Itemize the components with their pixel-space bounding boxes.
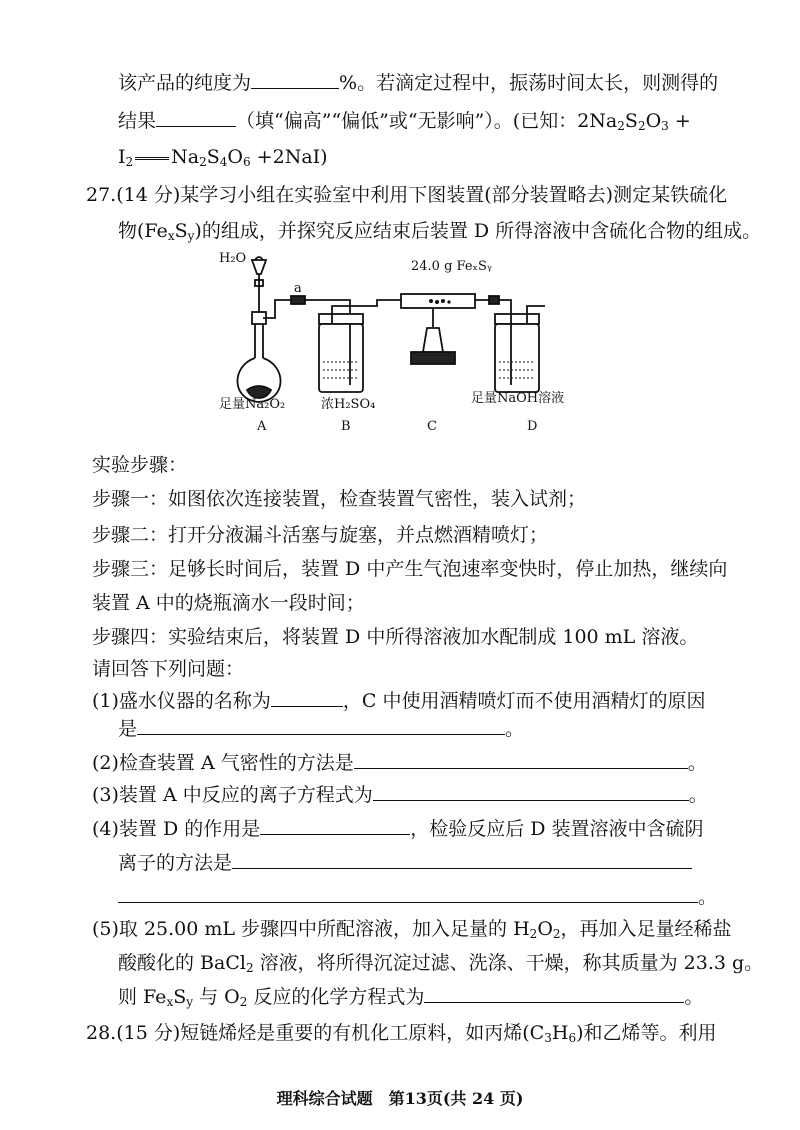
tube-c-stopper [489,296,499,304]
question-3 [92,782,708,808]
question-5-text-4: 溶液，将所得沉淀过滤、洗涤、干燥，称其质量为 23.3 g。 [253,952,764,974]
sub-text: x [167,229,175,243]
question-5-text-3: 酸酸化的 BaCl [118,952,246,974]
answer-blank-3[interactable] [373,782,689,801]
purity-blank[interactable] [251,70,339,89]
answer-blank-1a[interactable] [271,688,343,707]
q27-heading: 27.(14 分)某学习小组在实验室中利用下图装置(部分装置略去)测定某铁硫化 [86,184,728,206]
formula-text: S [173,986,187,1008]
bottle-b-stopper [319,314,363,324]
apparatus-diagram [205,240,605,436]
period: 。 [687,752,707,774]
sub-text: 3 [544,1031,552,1045]
sub-text: y [186,995,194,1009]
separatory-funnel [252,260,266,274]
sub-text: 3 [661,119,669,133]
sub-text: 2 [529,927,538,941]
bottle-d [495,324,539,392]
label-b: B [341,419,351,434]
question-1-text: (1)盛水仪器的名称为 [92,690,271,712]
q27-heading-2-text: )的组成，并探究反应结束后装置 D 所得溶液中含硫化合物的组成。 [194,220,762,242]
formula-text: S [624,110,638,132]
prev-line-3 [118,144,328,170]
prev-result-suffix: （填“偏高”“偏低”或“无影响”）。(已知：2Na [236,110,618,132]
sample-dot [441,299,445,303]
q28-text: 28.(15 分)短链烯烃是重要的有机化工原料，如丙烯(C [86,1022,545,1044]
period: 。 [505,718,525,740]
period: 。 [684,986,704,1008]
formula-text: S [206,146,220,168]
answer-blank-4b[interactable] [232,850,692,869]
formula-text: H [551,1022,569,1044]
valve-a-label: a [294,281,302,296]
question-5 [92,916,732,942]
sub-text: x [166,995,174,1009]
question-1-line-2 [118,716,524,742]
formula-text: I [118,146,126,168]
blast-burner [423,328,443,352]
question-4-line-2 [118,850,692,876]
page-footer: 理科综合试题 第13页(共 24 页) [276,1089,524,1108]
valve-a [291,296,305,304]
prev-result-prefix: 结果 [118,110,157,132]
sub-text: 2 [199,155,207,169]
bottle-b [319,324,363,392]
question-5-line-2 [118,950,763,976]
formula-text: 与 O [193,986,240,1008]
sub-text: 2 [125,155,134,169]
question-2 [92,750,707,776]
formula-text: 则 Fe [118,986,167,1008]
label-c: C [427,419,437,434]
question-4-text-3: 离子的方法是 [118,852,233,874]
question-2-text: (2)检查装置 A 气密性的方法是 [92,752,354,774]
steps-title: 实验步骤： [92,454,188,476]
step-3b: 装置 A 中的烧瓶滴水一段时间； [92,592,365,614]
equals-sign [135,157,169,160]
sub-text: 4 [219,155,228,169]
q28-heading [86,1020,717,1046]
questions-prompt: 请回答下列问题： [92,658,245,680]
question-4-text-2: ，检验反应后 D 装置溶液中含硫阴 [410,818,704,840]
answer-blank-4c[interactable] [118,884,698,903]
prev-purity-prefix: 该产品的纯度为 [118,72,252,94]
label-b-reagent: 浓H₂SO₄ [321,397,376,412]
period: 。 [688,784,708,806]
answer-blank-4a[interactable] [260,816,410,835]
question-4 [92,816,704,842]
burner-base [411,352,455,364]
sub-text: y [187,229,195,243]
answer-blank-5[interactable] [424,984,684,1003]
bottle-d-stopper [495,314,539,324]
sub-text: 2 [239,995,248,1009]
sub-text: 6 [243,155,251,169]
prev-purity-suffix: %。若滴定过程中，振荡时间太长，则测得的 [339,72,719,94]
sub-text: 2 [617,119,625,133]
result-blank[interactable] [156,108,236,127]
sample-dot [435,300,439,304]
sample-dot [447,300,450,303]
question-4-text: (4)装置 D 的作用是 [92,818,261,840]
water-label: H₂O [219,251,247,266]
step-4: 步骤四：实验结束后，将装置 D 中所得溶液加水配制成 100 mL 溶液。 [92,626,699,648]
tube-c-d [499,300,511,306]
period: 。 [698,886,718,908]
step-3a: 步骤三：足够长时间后，装置 D 中产生气泡速率变快时，停止加热，继续向 [92,558,728,580]
prev-line-2 [118,108,691,134]
formula-text: 物(Fe [118,220,168,242]
sub-text: 2 [552,927,561,941]
q28-text-2: )和乙烯等。利用 [576,1022,717,1044]
sub-text: 6 [568,1031,577,1045]
answer-blank-1b[interactable] [137,716,505,735]
prev-line-1 [118,70,718,96]
question-1 [92,688,706,714]
label-d-reagent: 足量NaOH溶液 [471,391,565,406]
question-5-text-5: 反应的化学方程式为 [247,986,425,1008]
question-3-text: (3)装置 A 中反应的离子方程式为 [92,784,373,806]
label-a: A [257,419,267,434]
formula-text: O [227,146,243,168]
question-1-text-2: ，C 中使用酒精喷灯而不使用酒精灯的原因 [342,690,706,712]
sub-text: 2 [245,961,254,975]
step-2: 步骤二：打开分液漏斗活塞与旋塞，并点燃酒精喷灯； [92,524,549,546]
sub-text: 2 [637,119,646,133]
label-d: D [527,419,538,434]
answer-blank-2[interactable] [354,750,688,769]
formula-text: O [537,918,553,940]
question-1-text-3: 是 [118,718,138,740]
formula-text: O [645,110,662,132]
question-5-text: (5)取 25.00 mL 步骤四中所配溶液，加入足量的 H [92,918,530,940]
step-1: 步骤一：如图依次连接装置，检查装置气密性，装入试剂； [92,488,587,510]
question-4-line-3 [118,884,717,910]
question-5-line-3 [118,984,703,1010]
sample-label: 24.0 g FeₓSᵧ [411,259,492,274]
formula-text: +2NaI) [250,146,328,168]
sample-dot [429,299,433,303]
formula-text: S [174,220,188,242]
label-a-reagent: 足量Na₂O₂ [219,397,286,412]
formula-text: Na [171,146,200,168]
question-5-text-2: ，再加入足量经稀盐 [560,918,732,940]
formula-text: + [668,110,691,132]
